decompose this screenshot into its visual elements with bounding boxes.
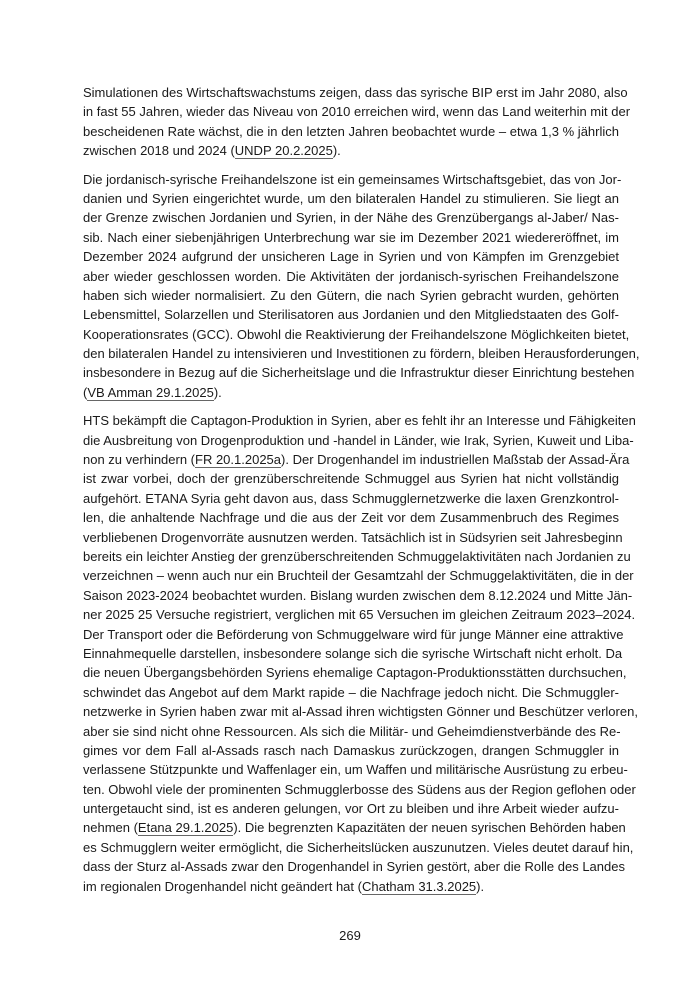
- text-line: [83, 877, 619, 896]
- text-segment: ). Die begrenzten Kapazitäten der neuen syrischen Behörden haben: [233, 820, 626, 836]
- text-line: Der Transport oder die Beförderung von Schmuggelware wird für junge Männer eine attraktive: [83, 626, 624, 642]
- text-line: verlassene Stützpunkte und Waffenlager ein, um Waffen und militärische Ausrüstung zu erbeu-: [83, 762, 628, 778]
- text-line: bescheidenen Rate wächst, die in den letzten Jahren beobachtet wurde – etwa 1,3 % jährlich: [83, 123, 619, 139]
- text-segment: (: [83, 384, 88, 400]
- text-line: aber sie sind nicht ohne Ressourcen. Als sich die Militär- und Geheimdienstverbände des Re-: [83, 723, 621, 739]
- citation-link[interactable]: UNDP 20.2.2025: [234, 143, 333, 159]
- text-segment: ).: [476, 878, 485, 894]
- text-line: die neuen Übergangsbehörden Syriens ehemalige Captagon-Produktionsstätten durchsuchen,: [83, 665, 627, 681]
- citation-link[interactable]: VB Amman 29.1.2025: [87, 384, 214, 400]
- text-line: danien und Syrien eingerichtet wurde, um den bilateralen Handel zu stimulieren. Sie liegt an: [83, 190, 619, 206]
- text-line: ner 2025 25 Versuche registriert, verglichen mit 65 Versuchen im gleichen Zeitraum 2023–2024.: [83, 607, 636, 623]
- text-line: Die jordanisch-syrische Freihandelszone ist ein gemeinsames Wirtschaftsgebiet, das von Jor-: [83, 171, 622, 187]
- text-line: den bilateralen Handel zu intensivieren und Investitionen zu fördern, bleiben Herausforderungen,: [83, 346, 640, 362]
- text-line: untergetaucht sind, ist es anderen gelungen, vor Ort zu bleiben und ihre Arbeit wieder aufzu-: [83, 801, 619, 817]
- text-segment: non zu verhindern (: [83, 452, 196, 468]
- text-line: verzeichnen – wenn auch nur ein Bruchteil der Gesamtzahl der Schmuggelaktivitäten, die in der: [83, 568, 634, 584]
- text-segment: im regionalen Drogenhandel nicht geändert hat (: [83, 878, 362, 894]
- text-segment: ).: [213, 384, 222, 400]
- text-line: dass der Sturz al-Assads zwar den Drogenhandel in Syrien gestört, aber die Rolle des Landes: [83, 859, 625, 875]
- text-segment: nehmen (: [83, 820, 138, 836]
- text-line: len, die anhaltende Nachfrage und die aus der Zeit vor dem Zusammenbruch des Regimes: [83, 510, 619, 526]
- page-number: 269: [339, 928, 361, 943]
- text-line: der Grenze zwischen Jordanien und Syrien, in der Nähe des Grenzübergangs al-Jaber/ Nas-: [83, 210, 619, 226]
- text-line: [83, 818, 626, 837]
- paragraph: [83, 411, 638, 896]
- text-line: gimes vor dem Fall al-Assads rasch nach Damaskus zurückzogen, drangen Schmuggler in: [83, 742, 619, 758]
- text-line: aufgehört. ETANA Syria geht davon aus, dass Schmugglernetzwerke die laxen Grenzkontrol-: [83, 490, 619, 506]
- text-line: HTS bekämpft die Captagon-Produktion in Syrien, aber es fehlt ihr an Interesse und Fähigkeiten: [83, 413, 636, 429]
- text-line: ten. Obwohl viele der prominenten Schmugglerbosse des Südens aus der Region geflohen oder: [83, 781, 636, 797]
- text-line: haben sich wieder normalisiert. Zu den Gütern, die nach Syrien gebracht wurden, gehörten: [83, 287, 619, 303]
- text-line: Saison 2023-2024 beobachtet wurden. Bislang wurden zwischen dem 8.12.2024 und Mitte Jän-: [83, 587, 633, 603]
- text-segment: zwischen 2018 und 2024 (: [83, 143, 235, 159]
- paragraph: [83, 83, 631, 161]
- text-line: in fast 55 Jahren, wieder das Niveau von 2010 erreichen wird, wenn das Land weiterhin mit der: [83, 104, 631, 120]
- citation-link[interactable]: FR 20.1.2025a: [195, 452, 282, 468]
- text-line: schwindet das Angebot auf dem Markt rapide – die Nachfrage jedoch nicht. Die Schmuggler-: [83, 684, 619, 700]
- text-line: die Ausbreitung von Drogenproduktion und -handel in Länder, wie Irak, Syrien, Kuweit und Liba-: [83, 432, 634, 448]
- text-line: es Schmugglern weiter ermöglicht, die Sicherheitslücken auszunutzen. Vieles deutet darauf hin,: [83, 839, 634, 855]
- text-line: [83, 383, 619, 402]
- text-line: Kooperationsrates (GCC). Obwohl die Reaktivierung der Freihandelszone Möglichkeiten bietet,: [83, 326, 630, 342]
- text-line: sib. Nach einer siebenjährigen Unterbrechung war sie im Dezember 2021 wiedereröffnet, im: [83, 229, 619, 245]
- citation-link[interactable]: Etana 29.1.2025: [137, 820, 234, 836]
- text-line: aber wieder geschlossen worden. Die Aktivitäten der jordanisch-syrischen Freihandelszone: [83, 268, 619, 284]
- text-line: verbliebenen Drogenvorräte ausnutzen werden. Tatsächlich ist in Südsyrien seit Jahresbeginn: [83, 529, 623, 545]
- text-line: bereits ein leichter Anstieg der grenzüberschreitenden Schmuggelaktivitäten nach Jordanien zu: [83, 548, 631, 564]
- text-line: Dezember 2024 aufgrund der unsicheren Lage in Syrien und von Kämpfen im Grenzgebiet: [83, 249, 619, 265]
- text-segment: ). Der Drogenhandel im industriellen Maßstab der Assad-Ära: [281, 452, 630, 468]
- text-line: Einnahmequelle darstellen, insbesondere solange sich die syrische Wirtschaft nicht erholt. Da: [83, 645, 623, 661]
- text-line: insbesondere in Bezug auf die Sicherheitslage und die Infrastruktur dieser Einrichtung bestehen: [83, 365, 635, 381]
- text-line: netzwerke in Syrien haben zwar mit al-Assad ihren wichtigsten Gönner und Beschützer verloren,: [83, 704, 638, 720]
- text-line: Lebensmittel, Solarzellen und Sterilisatoren aus Jordanien und den Mitgliedstaaten des Golf-: [83, 307, 619, 323]
- text-line: [83, 141, 619, 160]
- text-line: Simulationen des Wirtschaftswachstums zeigen, dass das syrische BIP erst im Jahr 2080, also: [83, 85, 628, 100]
- text-segment: ).: [332, 143, 341, 159]
- document-body: [83, 83, 640, 905]
- text-line: [83, 450, 630, 469]
- text-line: ist zwar vorbei, doch der grenzüberschreitende Schmuggel aus Syrien hat nicht vollständig: [83, 471, 619, 487]
- citation-link[interactable]: Chatham 31.3.2025: [361, 878, 477, 894]
- paragraph: [83, 170, 640, 403]
